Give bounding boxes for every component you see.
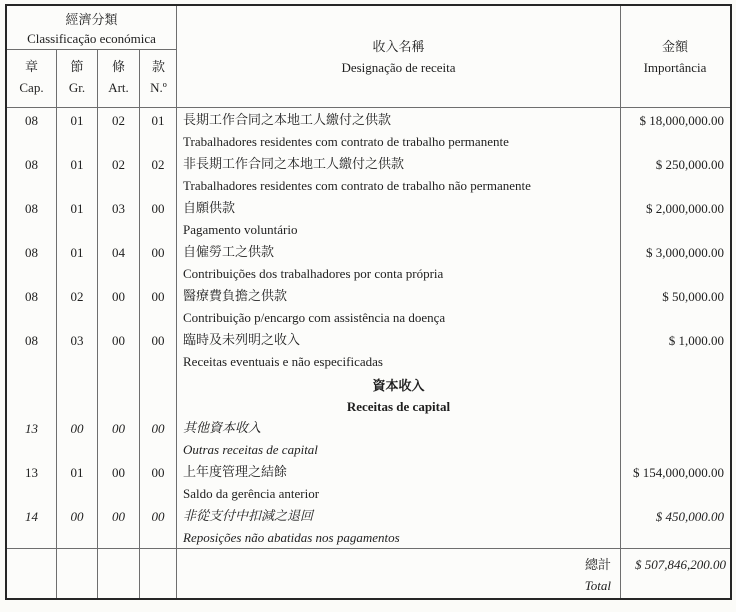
revenue-table — [5, 4, 732, 600]
designation-zh: 其他資本收入 — [183, 420, 262, 435]
gr-cell: 03 — [57, 328, 98, 372]
empty-cap-cell — [7, 372, 57, 416]
art-cell: 00 — [98, 328, 140, 372]
amount-cell: $ 2,000,000.00 — [646, 201, 724, 216]
col-header-art-zh: 條 — [111, 59, 125, 74]
table-row — [7, 240, 730, 284]
amount-cell: $ 1,000.00 — [668, 333, 724, 348]
designation-zh: 非從支付中扣減之退回 — [183, 508, 314, 523]
designation-cell — [177, 460, 621, 504]
designation-cell — [177, 504, 621, 548]
capital-section-zh: 資本收入 — [372, 378, 425, 393]
n-cell: 00 — [140, 416, 177, 460]
amount-cell: $ 450,000.00 — [655, 509, 724, 524]
table-row — [7, 460, 730, 504]
table-row — [7, 504, 730, 548]
designation-header — [177, 6, 621, 107]
designation-cell — [177, 196, 621, 240]
designation-cell — [177, 284, 621, 328]
gr-cell: 01 — [57, 460, 98, 504]
amount-header-pt: Importância — [643, 59, 707, 75]
designation-header-zh: 收入名稱 — [372, 38, 425, 54]
capital-section-title — [177, 372, 621, 416]
designation-zh: 非長期工作合同之本地工人繳付之供款 — [183, 156, 405, 171]
designation-pt: Saldo da gerência anterior — [183, 486, 320, 501]
cap-cell: 08 — [7, 196, 57, 240]
col-header-cap — [7, 50, 57, 107]
table-header — [7, 6, 730, 108]
designation-pt: Receitas eventuais e não especificadas — [183, 354, 383, 369]
empty-gr-cell — [57, 372, 98, 416]
col-header-cap-abbr: Cap. — [19, 80, 44, 95]
gr-cell: 00 — [57, 416, 98, 460]
gr-cell: 02 — [57, 284, 98, 328]
designation-cell — [177, 328, 621, 372]
amount-cell: $ 50,000.00 — [662, 289, 724, 304]
col-header-cap-zh: 章 — [24, 59, 38, 74]
col-header-art-abbr: Art. — [108, 80, 129, 95]
n-cell: 00 — [140, 196, 177, 240]
designation-cell — [177, 152, 621, 196]
col-header-gr-zh: 節 — [70, 59, 84, 74]
code-columns-header — [7, 50, 176, 107]
total-label — [177, 549, 621, 598]
table-body — [7, 108, 730, 548]
economic-classification-title — [7, 6, 176, 50]
art-cell: 00 — [98, 416, 140, 460]
gr-cell: 01 — [57, 240, 98, 284]
total-row — [7, 548, 730, 598]
amount-cell: $ 250,000.00 — [655, 157, 724, 172]
cap-cell: 08 — [7, 328, 57, 372]
economic-classification-header — [7, 6, 177, 107]
designation-cell — [177, 240, 621, 284]
n-cell: 00 — [140, 460, 177, 504]
capital-section-pt: Receitas de capital — [346, 399, 451, 414]
col-header-n — [140, 50, 177, 107]
cap-cell: 08 — [7, 152, 57, 196]
designation-cell — [177, 416, 621, 460]
art-cell: 00 — [98, 284, 140, 328]
gr-cell: 01 — [57, 108, 98, 152]
amount-header-zh: 金額 — [661, 38, 688, 54]
n-cell: 01 — [140, 108, 177, 152]
n-cell: 00 — [140, 328, 177, 372]
cap-cell: 13 — [7, 416, 57, 460]
designation-pt: Trabalhadores residentes com contrato de trabalho permanente — [183, 134, 509, 149]
designation-zh: 上年度管理之結餘 — [183, 464, 288, 479]
empty-n-cell — [140, 372, 177, 416]
amount-cell: $ 18,000,000.00 — [639, 113, 724, 128]
col-header-gr-abbr: Gr. — [68, 80, 86, 95]
n-cell: 02 — [140, 152, 177, 196]
cap-cell: 08 — [7, 108, 57, 152]
col-header-n-zh: 款 — [151, 59, 165, 74]
col-header-art — [98, 50, 140, 107]
amount-cell — [621, 416, 729, 460]
designation-zh: 臨時及未列明之收入 — [183, 332, 301, 347]
designation-pt: Contribuição p/encargo com assistência na doença — [183, 310, 446, 325]
cap-cell: 13 — [7, 460, 57, 504]
empty-cap-cell — [7, 549, 57, 598]
designation-pt: Trabalhadores residentes com contrato de trabalho não permanente — [183, 178, 531, 193]
table-row — [7, 152, 730, 196]
art-cell: 02 — [98, 152, 140, 196]
n-cell: 00 — [140, 284, 177, 328]
designation-header-pt: Designação de receita — [341, 59, 456, 75]
table-row — [7, 416, 730, 460]
amount-header — [621, 6, 729, 107]
n-cell: 00 — [140, 504, 177, 548]
cap-cell: 14 — [7, 504, 57, 548]
gr-cell: 01 — [57, 152, 98, 196]
gr-cell: 01 — [57, 196, 98, 240]
empty-amount-cell — [621, 372, 729, 416]
designation-pt: Reposições não abatidas nos pagamentos — [183, 530, 400, 545]
col-header-n-abbr: N.º — [150, 80, 167, 95]
cap-cell: 08 — [7, 284, 57, 328]
table-row — [7, 108, 730, 152]
total-amount: $ 507,846,200.00 — [635, 557, 726, 572]
art-cell: 04 — [98, 240, 140, 284]
designation-pt: Pagamento voluntário — [183, 222, 298, 237]
amount-cell: $ 154,000,000.00 — [633, 465, 724, 480]
capital-section-row — [7, 372, 730, 416]
art-cell: 00 — [98, 504, 140, 548]
table-row — [7, 328, 730, 372]
n-cell: 00 — [140, 240, 177, 284]
table-row — [7, 284, 730, 328]
designation-zh: 醫療費負擔之供款 — [183, 288, 288, 303]
designation-zh: 長期工作合同之本地工人繳付之供款 — [183, 112, 392, 127]
art-cell: 02 — [98, 108, 140, 152]
total-label-zh: 總計 — [584, 557, 611, 572]
designation-pt: Outras receitas de capital — [183, 442, 318, 457]
economic-classification-zh: 經濟分類 — [65, 12, 118, 27]
empty-art-cell — [98, 549, 140, 598]
total-label-pt: Total — [584, 578, 611, 593]
empty-gr-cell — [57, 549, 98, 598]
table-row — [7, 196, 730, 240]
designation-zh: 自僱勞工之供款 — [183, 244, 275, 259]
economic-classification-pt: Classificação económica — [27, 31, 156, 46]
gr-cell: 00 — [57, 504, 98, 548]
art-cell: 00 — [98, 460, 140, 504]
designation-pt: Contribuições dos trabalhadores por conta própria — [183, 266, 444, 281]
cap-cell: 08 — [7, 240, 57, 284]
empty-n-cell — [140, 549, 177, 598]
art-cell: 03 — [98, 196, 140, 240]
amount-cell: $ 3,000,000.00 — [646, 245, 724, 260]
designation-zh: 自願供款 — [183, 200, 236, 215]
designation-cell — [177, 108, 621, 152]
empty-art-cell — [98, 372, 140, 416]
col-header-gr — [57, 50, 98, 107]
